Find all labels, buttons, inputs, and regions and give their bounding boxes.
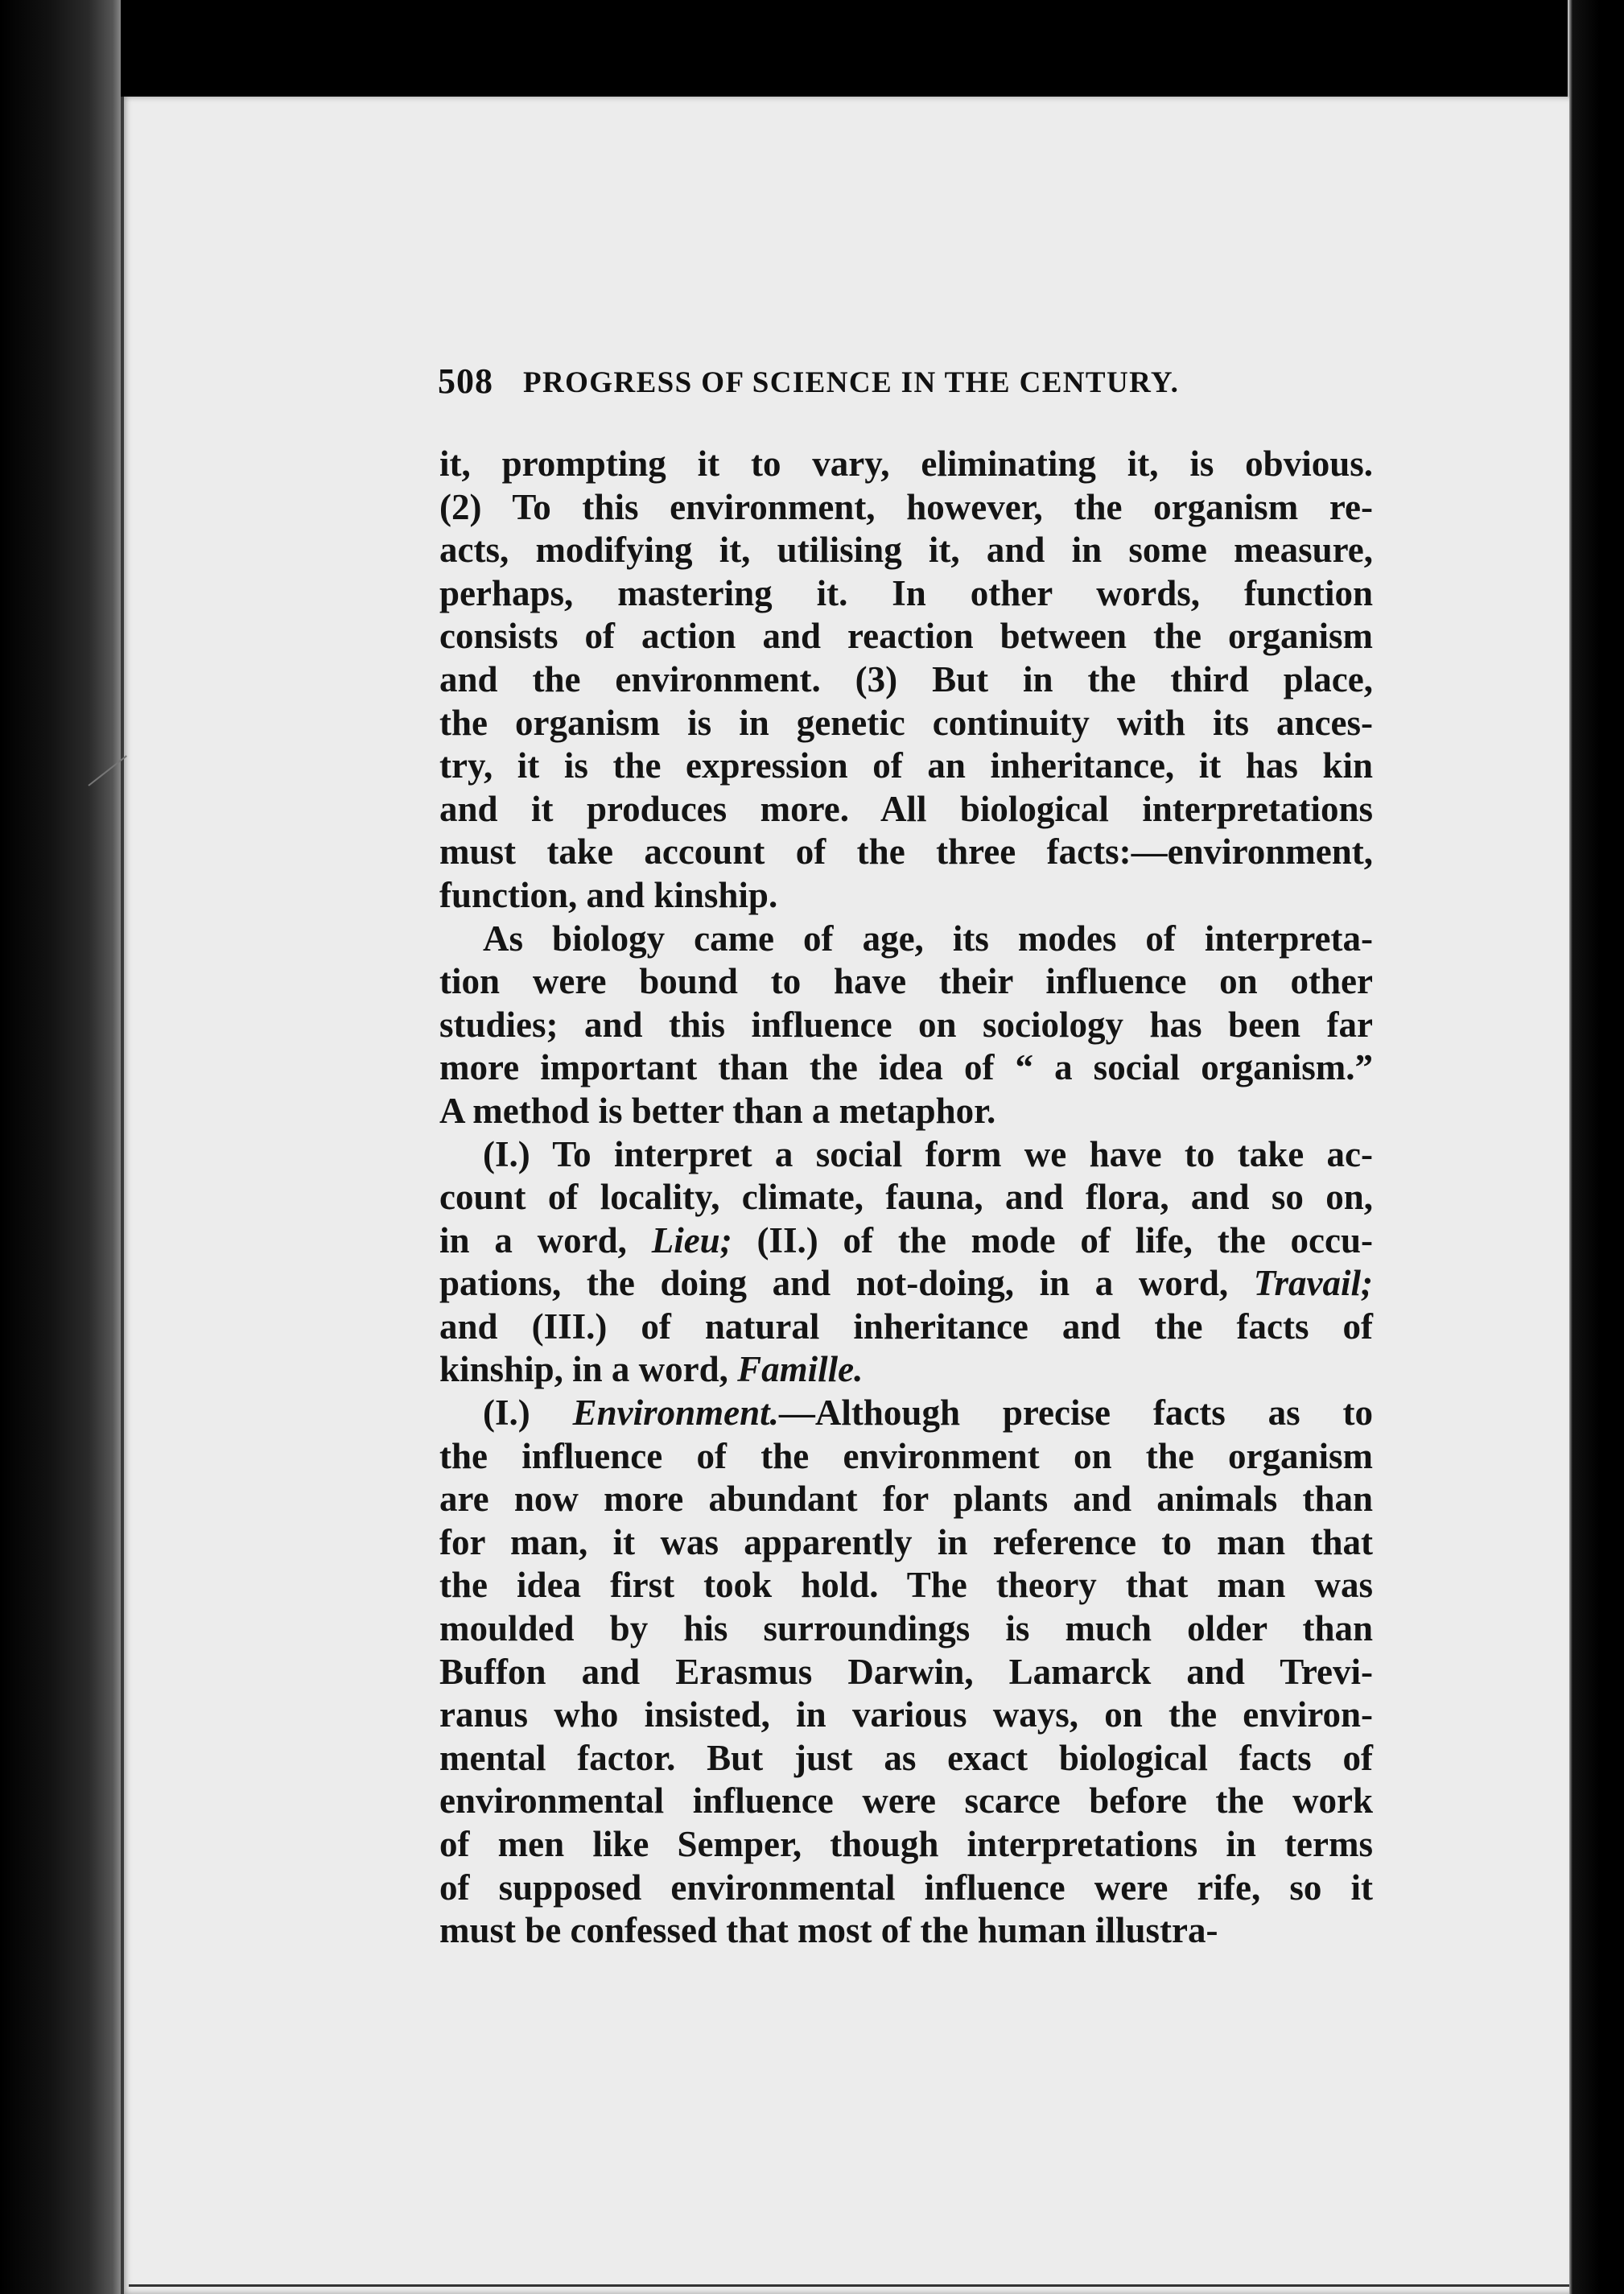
text-line: count of locality, climate, fauna, and flora, and so on,	[439, 1177, 1373, 1218]
text-line: try, it is the expression of an inheritance, it has kin	[439, 745, 1373, 786]
text-line: and (III.) of natural inheritance and the facts of	[439, 1306, 1373, 1347]
page-number: 508	[438, 361, 493, 401]
scan-left-border	[0, 0, 121, 2294]
paragraph	[439, 443, 1373, 918]
paragraph	[439, 918, 1373, 1133]
text-line: function, and kinship.	[439, 874, 778, 915]
paragraph	[439, 1133, 1373, 1392]
text-line: studies; and this influence on sociology has been far	[439, 1004, 1373, 1045]
text-line	[439, 1348, 1373, 1392]
text-line: (I.) To interpret a social form we have to take ac-	[483, 1133, 1373, 1174]
text-line: Buffon and Erasmus Darwin, Lamarck and Trevi-	[439, 1651, 1373, 1692]
text-run: (I.)	[483, 1392, 573, 1434]
text-line: A method is better than a metaphor.	[439, 1090, 996, 1131]
text-line: more important than the idea of “ a social organism.”	[439, 1047, 1373, 1088]
italic-term: Lieu;	[651, 1219, 732, 1260]
text-line	[439, 1262, 1373, 1306]
page-bottom-edge	[129, 2284, 1569, 2287]
text-line: of men like Semper, though interpretations in terms	[439, 1824, 1373, 1864]
text-line: the idea first took hold. The theory that man was	[439, 1565, 1373, 1606]
text-line: it, prompting it to vary, eliminating it, is obvious.	[439, 444, 1373, 484]
text-line: the organism is in genetic continuity with its ances-	[439, 702, 1373, 743]
text-line	[439, 1219, 1373, 1263]
italic-term: Famille.	[737, 1349, 864, 1390]
text-line: (2) To this environment, however, the organism re-	[439, 486, 1373, 527]
text-line: ranus who insisted, in various ways, on the environ-	[439, 1694, 1373, 1735]
running-head: PROGRESS OF SCIENCE IN THE CENTURY.	[523, 366, 1180, 399]
text-line: for man, it was apparently in reference to man that	[439, 1521, 1373, 1562]
text-line: tion were bound to have their influence on other	[439, 961, 1373, 1002]
text-line: perhaps, mastering it. In other words, function	[439, 572, 1373, 613]
italic-term: Travail;	[1253, 1263, 1373, 1304]
scan-top-border	[0, 0, 1624, 97]
text-line: of supposed environmental influence were rife, so it	[439, 1867, 1373, 1908]
text-line: and the environment. (3) But in the third place,	[439, 658, 1373, 699]
scan-right-border	[1568, 0, 1624, 2294]
text-run: —Although precise facts as to	[778, 1392, 1374, 1434]
text-run: pations, the doing and not-doing, in a word,	[439, 1263, 1254, 1304]
text-line	[439, 1392, 1373, 1435]
text-line: environmental influence were scarce before the work	[439, 1780, 1373, 1822]
text-run: kinship, in a word,	[439, 1349, 738, 1390]
italic-term: Environment.	[572, 1392, 779, 1434]
text-line: mental factor. But just as exact biological facts of	[439, 1737, 1373, 1778]
text-line: must take account of the three facts:—environment,	[439, 831, 1373, 873]
text-line: are now more abundant for plants and animals than	[439, 1479, 1373, 1520]
text-line: moulded by his surroundings is much older than	[439, 1608, 1373, 1649]
page-header	[438, 361, 1275, 417]
page-left-edge	[121, 97, 124, 2294]
text-line: must be confessed that most of the human illustra-	[439, 1910, 1218, 1951]
text-line: As biology came of age, its modes of interpreta-	[483, 918, 1373, 959]
text-run: (II.) of the mode of life, the occu-	[732, 1219, 1373, 1260]
text-line: and it produces more. All biological interpretations	[439, 788, 1373, 829]
text-line: consists of action and reaction between the organism	[439, 616, 1373, 657]
text-run: in a word,	[439, 1219, 652, 1260]
paragraph	[439, 1392, 1373, 1953]
text-line: the influence of the environment on the organism	[439, 1435, 1373, 1476]
text-line: acts, modifying it, utilising it, and in some measure,	[439, 530, 1373, 571]
body-text	[439, 443, 1373, 1953]
